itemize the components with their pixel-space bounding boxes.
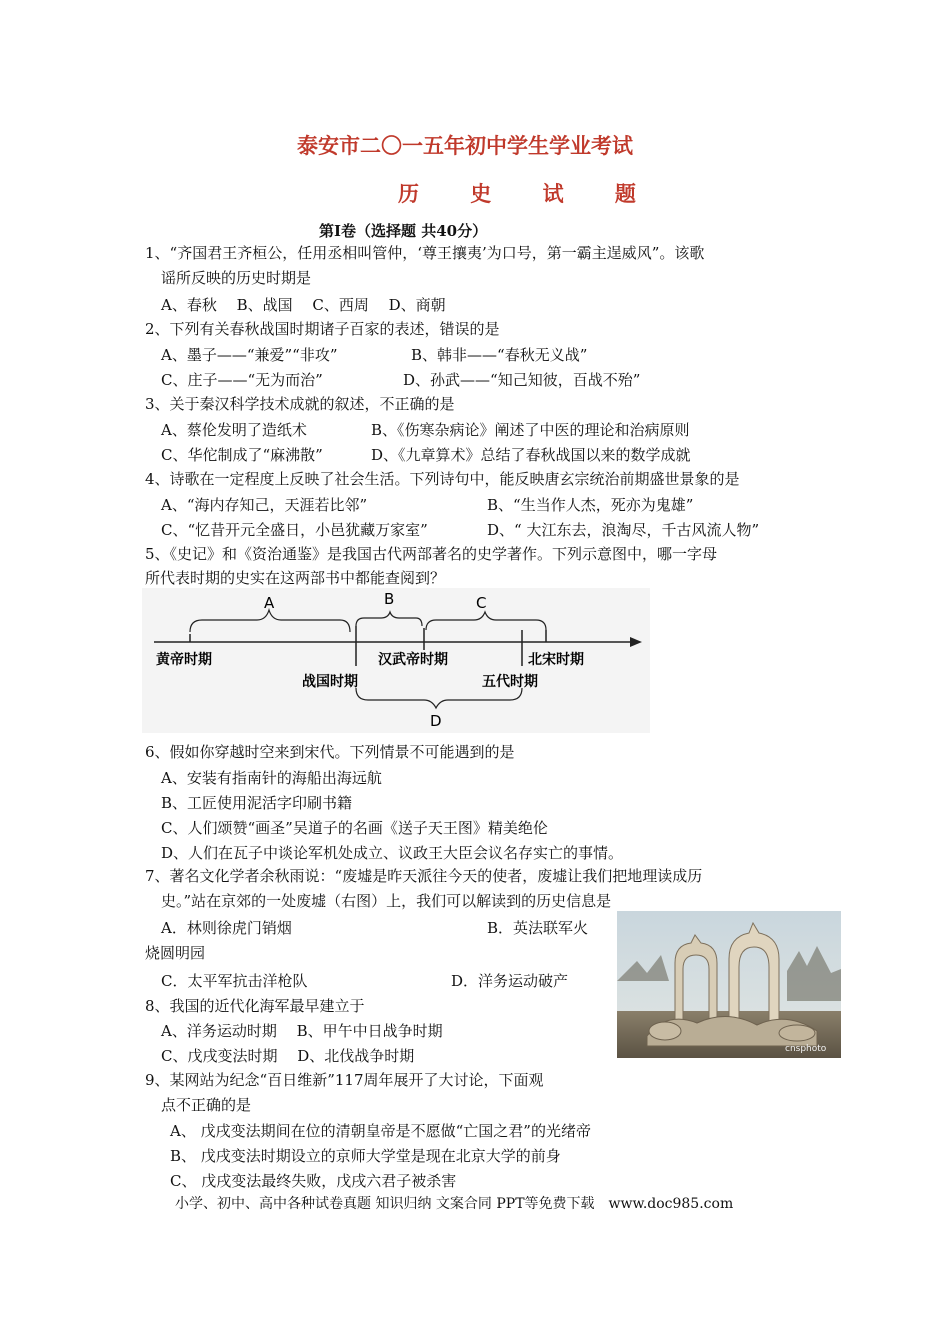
q7-opt-b: B．英法联军火 <box>487 919 589 937</box>
exam-title: 泰安市二〇一五年初中学生学业考试 <box>297 133 633 158</box>
q4-opt-d: D、“ 大江东去，浪淘尽，千古风流人物” <box>487 521 760 539</box>
q4-opt-b: B、“生当作人杰，死亦为鬼雄” <box>487 496 694 514</box>
q6-opt-c: C、人们颂赞“画圣”吴道子的名画《送子天王图》精美绝伦 <box>161 819 548 837</box>
q7-opt-b-cont: 烧圆明园 <box>145 944 206 962</box>
q6-opt-d: D、人们在瓦子中谈论军机处成立、议政王大臣会议名存实亡的事情。 <box>161 844 624 862</box>
q7-line2: 史。”站在京郊的一处废墟（右图）上，我们可以解读到的历史信息是 <box>161 892 612 910</box>
q7-opt-a: A．林则徐虎门销烟 <box>161 919 292 937</box>
brace-a <box>190 610 350 632</box>
footer-text: 小学、初中、高中各种试卷真题 知识归纳 文案合同 PPT等免费下载 www.doc985.com <box>175 1196 734 1212</box>
q7-line1: 7、著名文化学者余秋雨说：“废墟是昨天派往今天的使者，废墟让我们把地理读成历 <box>145 867 703 885</box>
q4-opt-c: C、“忆昔开元全盛日，小邑犹藏万家室” <box>161 521 428 539</box>
ruins-photo <box>617 911 841 1058</box>
q9-line1: 9、某网站为纪念“百日维新”117周年展开了大讨论，下面观 <box>145 1071 544 1089</box>
timeline-diagram <box>142 588 650 733</box>
period-beisong: 北宋时期 <box>528 652 584 668</box>
subject-title: 历 史 试 题 <box>398 181 658 206</box>
brace-c <box>426 612 546 630</box>
q5-line2: 所代表时期的史实在这两部书中都能查阅到？ <box>145 569 446 587</box>
q1-line1: 1、“齐国君王齐桓公，任用丞相叫管仲，‘尊王攘夷’为口号，第一霸主逞威风”。该歌 <box>145 244 705 262</box>
q9-opt-b: B、 戊戌变法时期设立的京师大学堂是现在北京大学的前身 <box>170 1147 561 1165</box>
q2-opt-c: C、庄子——“无为而治” <box>161 371 323 389</box>
q7-opt-c: C．太平军抗击洋枪队 <box>161 972 308 990</box>
label-b: B <box>384 590 395 608</box>
ruins-illustration <box>617 911 841 1058</box>
q2-opt-b: B、韩非——“春秋无义战” <box>411 346 588 364</box>
q2-opt-a: A、墨子——“兼爱”“非攻” <box>161 346 338 364</box>
q8-stem: 8、我国的近代化海军最早建立于 <box>145 997 365 1015</box>
q3-stem: 3、关于秦汉科学技术成就的叙述，不正确的是 <box>145 395 455 413</box>
q1-line2: 谣所反映的历史时期是 <box>161 269 312 287</box>
q4-opt-a: A、“海内存知己，天涯若比邻” <box>161 496 368 514</box>
period-zhanguo: 战国时期 <box>302 674 358 690</box>
q3-opt-b: B、《伤寒杂病论》阐述了中医的理论和治病原则 <box>371 421 690 439</box>
label-a: A <box>264 594 275 612</box>
q8-opt-ab: A、洋务运动时期 B、甲午中日战争时期 <box>161 1022 443 1040</box>
section-heading: 第Ⅰ卷（选择题 共40分） <box>319 222 488 240</box>
timeline-arrow-icon <box>630 637 642 647</box>
brace-b <box>356 612 422 626</box>
label-d: D <box>430 712 442 730</box>
period-wudai: 五代时期 <box>482 674 538 690</box>
q7-opt-d: D．洋务运动破产 <box>451 972 569 990</box>
q1-options: A、春秋 B、战国 C、西周 D、商朝 <box>161 296 446 314</box>
q8-opt-cd: C、戊戌变法时期 D、北伐战争时期 <box>161 1047 415 1065</box>
q9-opt-c: C、 戊戌变法最终失败，戊戌六君子被杀害 <box>170 1172 457 1190</box>
period-huangdi: 黄帝时期 <box>156 652 212 668</box>
period-hanwudi: 汉武帝时期 <box>378 652 448 668</box>
label-c: C <box>476 594 487 612</box>
q9-line2: 点不正确的是 <box>161 1096 252 1114</box>
q3-opt-c: C、华佗制成了“麻沸散” <box>161 446 323 464</box>
q2-stem: 2、下列有关春秋战国时期诸子百家的表述，错误的是 <box>145 320 500 338</box>
q3-opt-d: D、《九章算术》总结了春秋战国以来的数学成就 <box>371 446 691 464</box>
q5-line1: 5、《史记》和《资治通鉴》是我国古代两部著名的史学著作。下列示意图中，哪一字母 <box>145 545 718 563</box>
q6-stem: 6、假如你穿越时空来到宋代。下列情景不可能遇到的是 <box>145 743 515 761</box>
timeline-svg <box>142 588 650 733</box>
photo-watermark: cnsphoto <box>785 1044 827 1054</box>
q6-opt-b: B、工匠使用泥活字印刷书籍 <box>161 794 353 812</box>
q3-opt-a: A、蔡伦发明了造纸术 <box>161 421 307 439</box>
q4-stem: 4、诗歌在一定程度上反映了社会生活。下列诗句中，能反映唐玄宗统治前期盛世景象的是 <box>145 470 740 488</box>
brace-d <box>356 688 522 708</box>
q2-opt-d: D、孙武——“知己知彼，百战不殆” <box>403 371 641 389</box>
q9-opt-a: A、 戊戌变法期间在位的清朝皇帝是不愿做“亡国之君”的光绪帝 <box>170 1122 591 1140</box>
q6-opt-a: A、安装有指南针的海船出海远航 <box>161 769 382 787</box>
